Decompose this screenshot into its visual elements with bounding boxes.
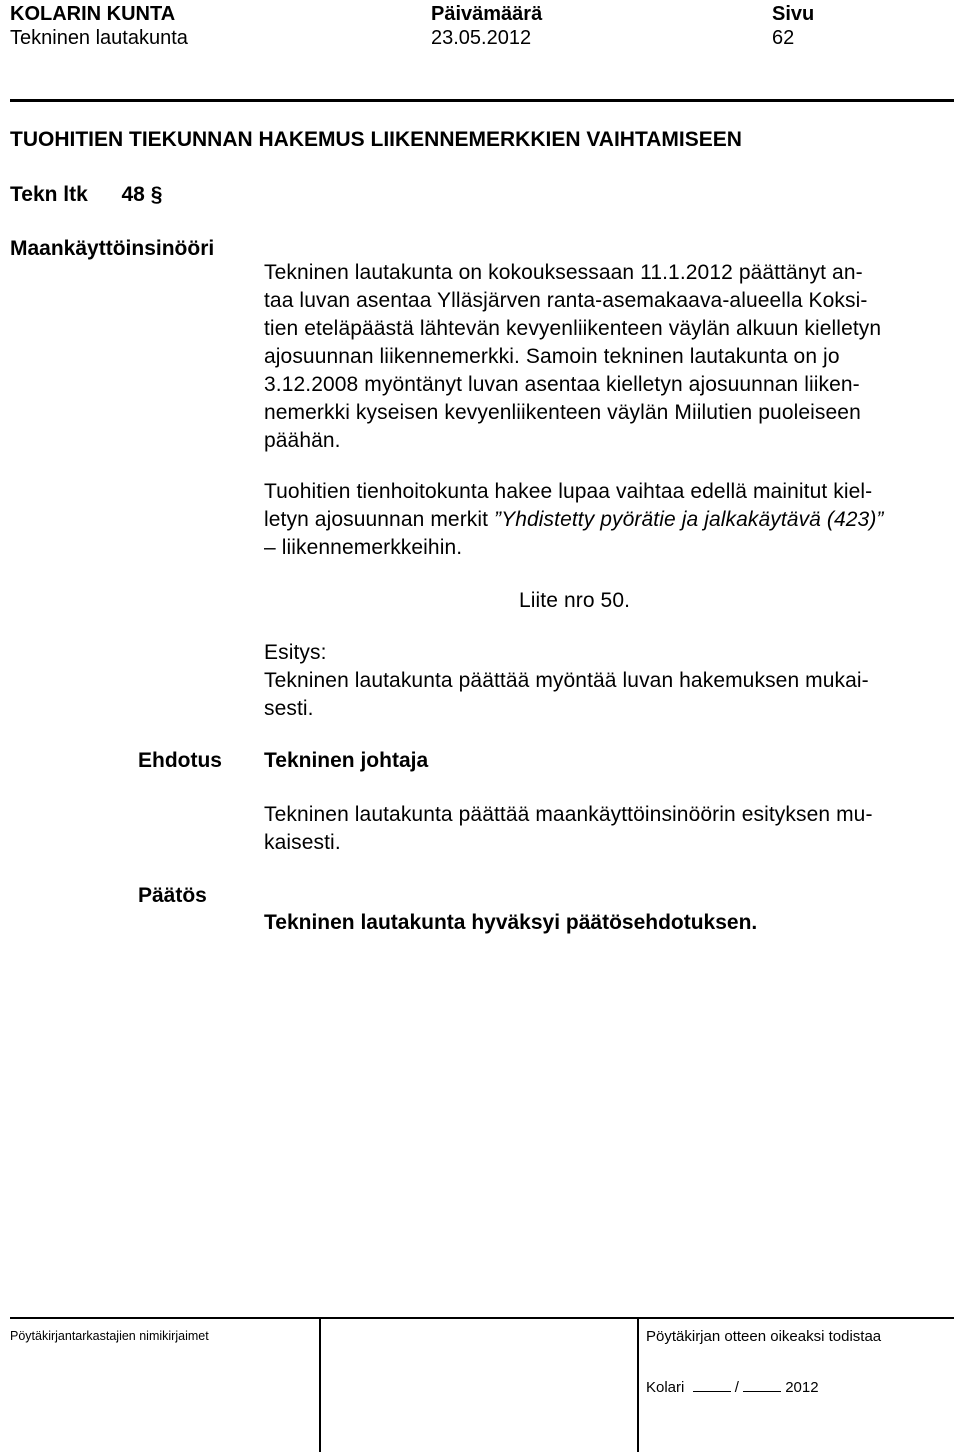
attachment-reference: Liite nro 50. bbox=[519, 589, 631, 612]
page-title: TUOHITIEN TIEKUNNAN HAKEMUS LIIKENNEMERKKIEN VAIHTAMISEEN bbox=[10, 128, 742, 151]
footer-divider-right bbox=[637, 1317, 639, 1452]
sign-name: ”Yhdistetty pyörätie ja jalkakäytävä (423)” bbox=[494, 508, 884, 531]
date-label: Päivämäärä bbox=[431, 3, 543, 25]
committee-name: Tekninen lautakunta bbox=[10, 27, 188, 49]
day-blank bbox=[693, 1377, 731, 1392]
paragraph-background bbox=[264, 259, 881, 455]
org-name: KOLARIN KUNTA bbox=[10, 3, 176, 25]
certified-label: Pöytäkirjan otteen oikeaksi todistaa bbox=[646, 1328, 882, 1345]
paragraph-text: letyn ajosuunnan merkit bbox=[264, 508, 495, 531]
proposal-label: Esitys: bbox=[264, 641, 327, 664]
section-label: Tekn ltk bbox=[10, 183, 88, 206]
page-number: 62 bbox=[772, 27, 795, 49]
section-symbol: § bbox=[150, 183, 163, 206]
paragraph-line: tien eteläpäästä lähtevän kevyenliikenteen väylän alkuun kielletyn bbox=[264, 317, 882, 340]
proposer-name: Tekninen johtaja bbox=[264, 749, 429, 772]
paragraph-line: Tuohitien tienhoitokunta hakee lupaa vaihtaa edellä mainitut kiel- bbox=[264, 480, 873, 503]
paragraph-line bbox=[264, 506, 884, 534]
paragraph-line: – liikennemerkkeihin. bbox=[264, 536, 463, 559]
signature-year: 2012 bbox=[785, 1379, 819, 1396]
signatures-label: Pöytäkirjantarkastajien nimikirjaimet bbox=[10, 1329, 209, 1343]
section-heading bbox=[10, 182, 162, 208]
paragraph-line: nemerkki kyseisen kevyenliikenteen väylän Miilutien puoleiseen bbox=[264, 401, 861, 424]
footer-rule bbox=[10, 1317, 954, 1319]
paragraph-line: 3.12.2008 myöntänyt luvan asentaa kielletyn ajosuunnan liiken- bbox=[264, 373, 860, 396]
header-rule bbox=[10, 99, 954, 102]
paatos-label: Päätös bbox=[138, 884, 207, 907]
date-value: 23.05.2012 bbox=[431, 27, 532, 49]
paragraph-line: ajosuunnan liikennemerkki. Samoin tekninen lautakunta on jo bbox=[264, 345, 840, 368]
place-name: Kolari bbox=[646, 1379, 685, 1396]
date-separator: / bbox=[734, 1379, 739, 1396]
paragraph-line: taa luvan asentaa Ylläsjärven ranta-asemakaava-alueella Koksi- bbox=[264, 289, 868, 312]
proposal-line: sesti. bbox=[264, 697, 314, 720]
footer-divider-left bbox=[319, 1317, 321, 1452]
ehdotus-line: kaisesti. bbox=[264, 831, 341, 854]
paragraph-line: päähän. bbox=[264, 429, 341, 452]
decision-text: Tekninen lautakunta hyväksyi päätösehdotuksen. bbox=[264, 911, 758, 934]
signature-date-line bbox=[646, 1377, 819, 1397]
paragraph-application bbox=[264, 478, 884, 562]
section-number: 48 bbox=[121, 183, 145, 206]
paragraph-line: Tekninen lautakunta on kokouksessaan 11.1.2012 päättänyt an- bbox=[264, 261, 863, 284]
ehdotus-text bbox=[264, 801, 873, 857]
page-label: Sivu bbox=[772, 3, 815, 25]
month-blank bbox=[743, 1377, 781, 1392]
preparer-label: Maankäyttöinsinööri bbox=[10, 237, 215, 260]
proposal-block bbox=[264, 639, 869, 723]
proposal-line: Tekninen lautakunta päättää myöntää luvan hakemuksen mukai- bbox=[264, 669, 869, 692]
ehdotus-label: Ehdotus bbox=[138, 749, 222, 772]
ehdotus-line: Tekninen lautakunta päättää maankäyttöinsinöörin esityksen mu- bbox=[264, 803, 873, 826]
